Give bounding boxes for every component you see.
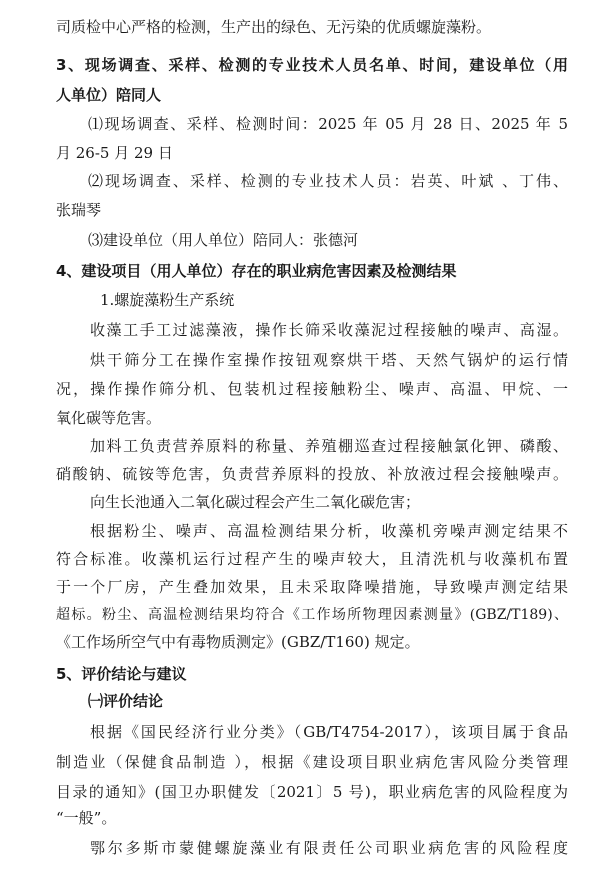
section-heading-4: 4、建设项目（用人单位）存在的职业病危害因素及检测结果	[56, 262, 457, 280]
subsection-title: ㈠评价结论	[88, 692, 164, 710]
paragraph-line: 根据粉尘、噪声、高温检测结果分析，收藻机旁噪声测定结果不	[90, 522, 568, 540]
list-item-2-cont: 张瑞琴	[56, 201, 102, 219]
paragraph-line: 氧化碳等危害。	[56, 409, 162, 427]
paragraph-line: 硝酸钠、硫铵等危害，负责营养原料的投放、补放液过程会接触噪声。	[56, 465, 568, 483]
paragraph-line: 烘干筛分工在操作室操作按钮观察烘干塔、天然气锅炉的运行情	[90, 351, 568, 369]
paragraph-line: 于一个厂房，产生叠加效果，且未采取降噪措施，导致噪声测定结果	[56, 578, 568, 596]
paragraph-line: “一般”。	[56, 809, 117, 827]
paragraph-line: 根据《国民经济行业分类》（GB/T4754-2017），该项目属于食品	[90, 723, 568, 741]
paragraph-line: 向生长池通入二氧化碳过程会产生二氧化碳危害；	[90, 493, 421, 511]
paragraph-line: 鄂尔多斯市蒙健螺旋藻业有限责任公司职业病危害的风险程度	[90, 839, 568, 857]
list-item-1-cont: 月 26-5 月 29 日	[56, 144, 173, 162]
paragraph-line: 《工作场所空气中有毒物质测定》(GBZ/T160) 规定。	[56, 633, 420, 651]
list-item-2: ⑵现场调查、采样、检测的专业技术人员：岩英、叶斌 、丁伟、	[88, 172, 568, 190]
paragraph-line: 制造业（保健食品制造 ），根据《建设项目职业病危害风险分类管理	[56, 753, 568, 771]
section-heading-3-cont: 人单位）陪同人	[56, 86, 162, 104]
list-item-3: ⑶建设单位（用人单位）陪同人：张德河	[88, 231, 359, 249]
paragraph-line: 收藻工手工过滤藻液，操作长筛采收藻泥过程接触的噪声、高湿。	[90, 321, 568, 339]
paragraph-line: 加料工负责营养原料的称量、养殖棚巡查过程接触氯化钾、磷酸、	[90, 437, 568, 455]
paragraph-line: 符合标准。收藻机运行过程产生的噪声较大，且清洗机与收藻机布置	[56, 550, 568, 568]
section-heading-5: 5、评价结论与建议	[56, 665, 187, 683]
list-item-1: ⑴现场调查、采样、检测时间：2025 年 05 月 28 日、2025 年 5	[88, 115, 568, 133]
subsection-title: 1.螺旋藻粉生产系统	[100, 291, 235, 309]
paragraph-line: 目录的通知》(国卫办职健发〔2021〕5 号)，职业病危害的风险程度为	[56, 783, 568, 801]
paragraph-line: 司质检中心严格的检测，生产出的绿色、无污染的优质螺旋藻粉。	[56, 18, 492, 36]
paragraph-line: 超标。粉尘、高温检测结果均符合《工作场所物理因素测量》(GBZ/T189)、	[56, 607, 568, 623]
section-heading-3: 3、现场调查、采样、检测的专业技术人员名单、时间，建设单位（用	[56, 56, 568, 74]
paragraph-line: 况，操作操作筛分机、包装机过程接触粉尘、噪声、高温、甲烷、一	[56, 380, 568, 398]
